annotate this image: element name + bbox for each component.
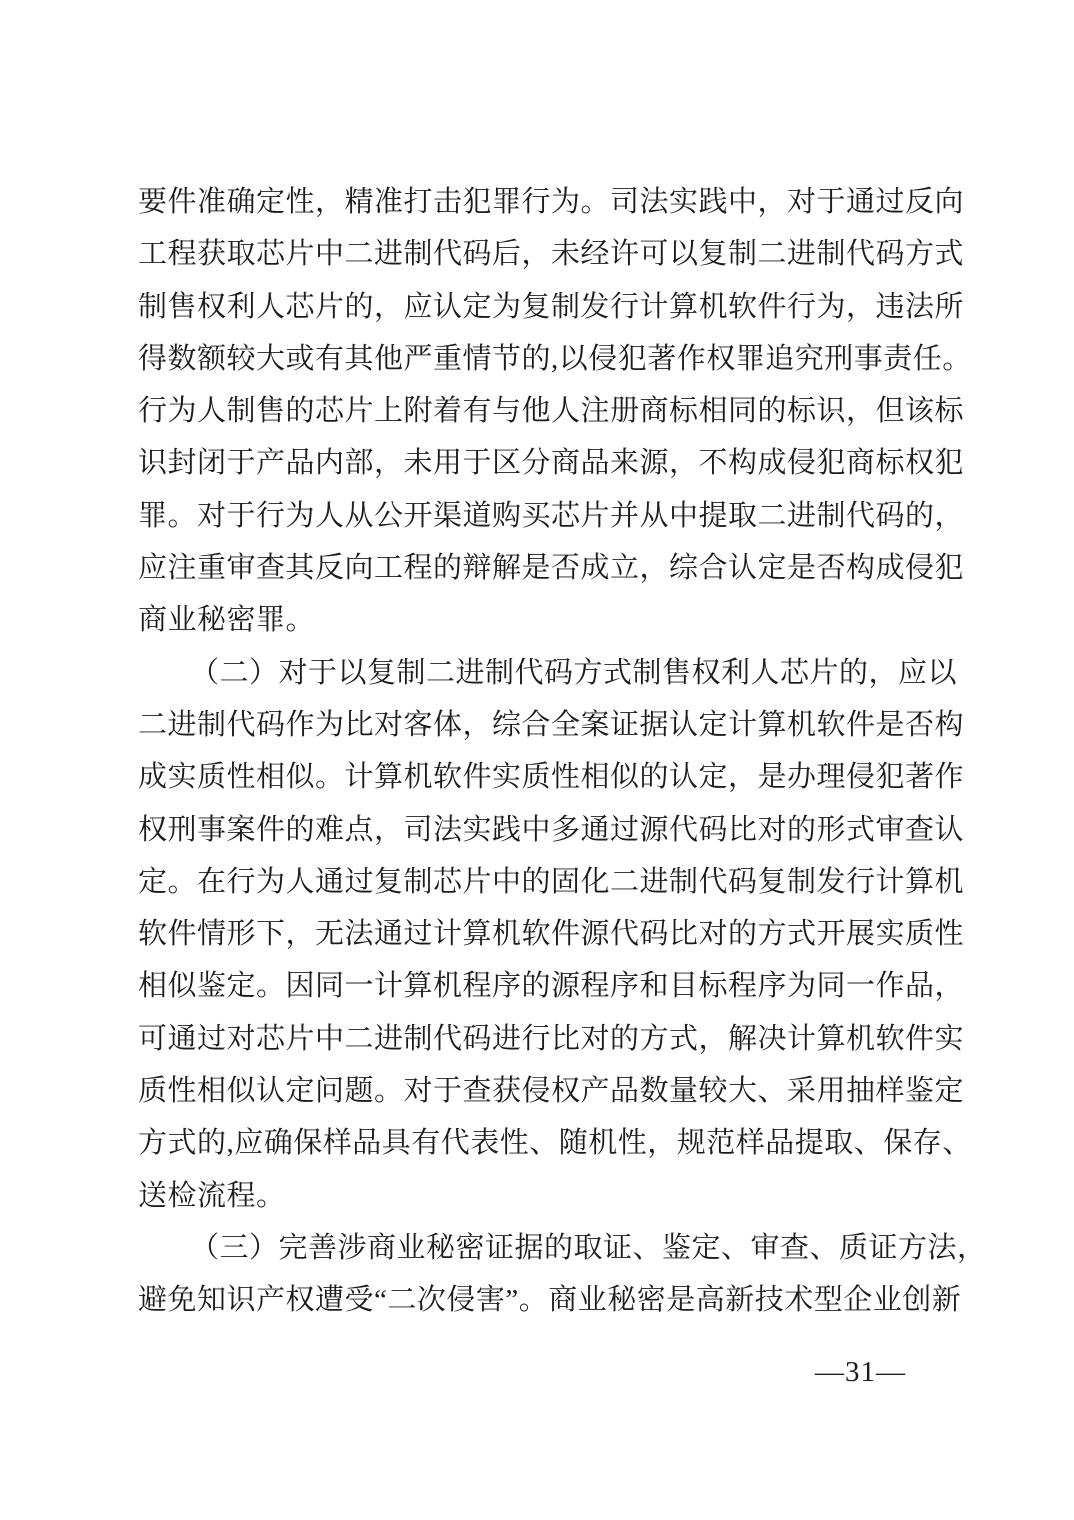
text-line: 成实质性相似。计算机软件实质性相似的认定，是办理侵犯著作 (138, 761, 965, 794)
text-line: 质性相似认定问题。对于查获侵权产品数量较大、采用抽样鉴定 (138, 1075, 965, 1108)
text-line: 要件准确定性，精准打击犯罪行为。司法实践中，对于通过反向 (138, 186, 965, 218)
text-line: 工程获取芯片中二进制代码后，未经许可以复制二进制代码方式 (138, 238, 965, 271)
text-line: 避免知识产权遭受“二次侵害”。商业秘密是高新技术型企业创新 (138, 1284, 962, 1317)
page-number: —31— (815, 1356, 906, 1388)
text-line: 相似鉴定。因同一计算机程序的源程序和目标程序为同一作品， (138, 970, 965, 1003)
text-line: 罪。对于行为人从公开渠道购买芯片并从中提取二进制代码的， (138, 499, 965, 532)
text-line: 权刑事案件的难点，司法实践中多通过源代码比对的形式审查认 (138, 813, 965, 846)
text-line: 商业秘密罪。 (138, 604, 316, 637)
text-line: 得数额较大或有其他严重情节的,以侵犯著作权罪追究刑事责任。 (138, 342, 972, 375)
text-line: 应注重审查其反向工程的辩解是否成立，综合认定是否构成侵犯 (138, 552, 965, 585)
text-line: 识封闭于产品内部，未用于区分商品来源，不构成侵犯商标权犯 (138, 447, 965, 480)
text-line: 可通过对芯片中二进制代码进行比对的方式，解决计算机软件实 (138, 1022, 965, 1055)
text-line: 送检流程。 (138, 1179, 286, 1212)
text-line: （二）对于以复制二进制代码方式制售权利人芯片的，应以 (190, 656, 958, 689)
text-line: 软件情形下，无法通过计算机软件源代码比对的方式开展实质性 (138, 918, 965, 951)
text-line: （三）完善涉商业秘密证据的取证、鉴定、审查、质证方法， (190, 1231, 987, 1264)
text-line: 制售权利人芯片的，应认定为复制发行计算机软件行为，违法所 (138, 290, 965, 323)
text-line: 行为人制售的芯片上附着有与他人注册商标相同的标识，但该标 (138, 395, 965, 428)
text-line: 二进制代码作为比对客体，综合全案证据认定计算机软件是否构 (138, 708, 965, 741)
text-line: 定。在行为人通过复制芯片中的固化二进制代码复制发行计算机 (138, 865, 965, 898)
body-text-block (138, 176, 987, 1327)
text-line: 方式的,应确保样品具有代表性、随机性，规范样品提取、保存、 (138, 1127, 972, 1160)
